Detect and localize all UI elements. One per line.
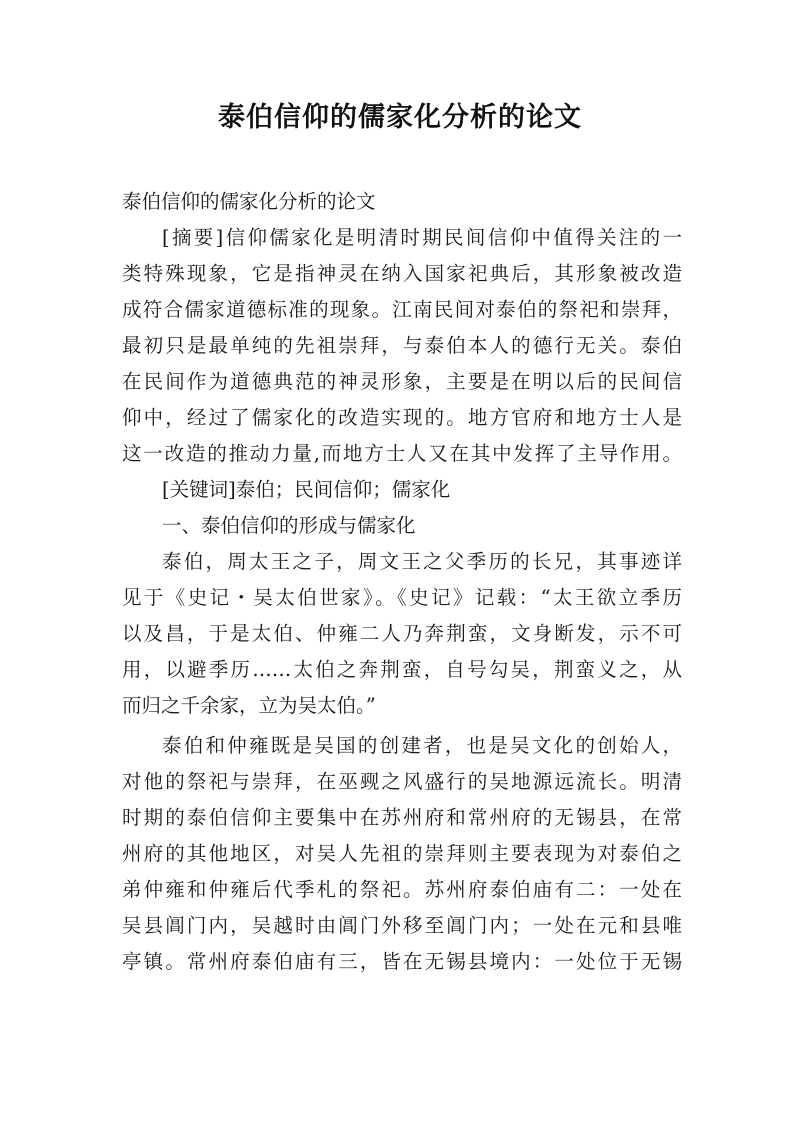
body-line-p3-4: 州府的其他地区，对吴人先祖的崇拜则主要表现为对泰伯之 [122, 842, 682, 865]
body-line-p3-2: 对他的祭祀与崇拜，在巫觋之风盛行的吴地源远流长。明清 [122, 770, 682, 793]
body-line-subtitle: 泰伯信仰的儒家化分析的论文 [122, 190, 376, 213]
body-line-p2-4: 用，以避季历……太伯之奔荆蛮，自号勾吴，荆蛮义之，从 [122, 658, 682, 681]
body-line-abstract-3: 成符合儒家道德标准的现象。江南民间对泰伯的祭祀和崇拜， [122, 298, 682, 321]
body-line-p3-5: 弟仲雍和仲雍后代季札的祭祀。苏州府泰伯庙有二：一处在 [122, 878, 682, 901]
body-line-abstract-1: [摘要]信仰儒家化是明清时期民间信仰中值得关注的一 [162, 226, 682, 249]
document-body [122, 184, 682, 980]
body-line-p2-3: 以及昌，于是太伯、仲雍二人乃奔荆蛮，文身断发，示不可 [122, 622, 682, 645]
body-line-p3-7: 亭镇。常州府泰伯庙有三，皆在无锡县境内：一处位于无锡 [122, 950, 682, 973]
body-line-abstract-2: 类特殊现象，它是指神灵在纳入国家祀典后，其形象被改造 [122, 262, 682, 285]
document-title: 泰伯信仰的儒家化分析的论文 [218, 102, 582, 133]
body-line-abstract-7: 这一改造的推动力量,而地方士人又在其中发挥了主导作用。 [122, 442, 682, 465]
body-line-p2-1: 泰伯，周太王之子，周文王之父季历的长兄，其事迹详 [162, 550, 682, 573]
body-line-p3-1: 泰伯和仲雍既是吴国的创建者，也是吴文化的创始人， [162, 734, 682, 757]
section-heading-1: 一、泰伯信仰的形成与儒家化 [162, 514, 416, 537]
body-line-abstract-6: 仰中，经过了儒家化的改造实现的。地方官府和地方士人是 [122, 406, 682, 429]
body-line-abstract-4: 最初只是最单纯的先祖崇拜，与泰伯本人的德行无关。泰伯 [122, 334, 682, 357]
body-line-keywords: [关键词]泰伯；民间信仰；儒家化 [162, 478, 451, 501]
body-line-p3-6: 吴县阊门内，吴越时由阊门外移至阊门内；一处在元和县唯 [122, 914, 682, 937]
body-line-p3-3: 时期的泰伯信仰主要集中在苏州府和常州府的无锡县，在常 [122, 806, 682, 829]
body-line-p2-5: 而归之千余家，立为吴太伯。” [122, 694, 376, 717]
body-line-abstract-5: 在民间作为道德典范的神灵形象，主要是在明以后的民间信 [122, 370, 682, 393]
body-line-p2-2: 见于《史记・吴太伯世家》。《史记》记载：“太王欲立季历 [122, 586, 682, 609]
